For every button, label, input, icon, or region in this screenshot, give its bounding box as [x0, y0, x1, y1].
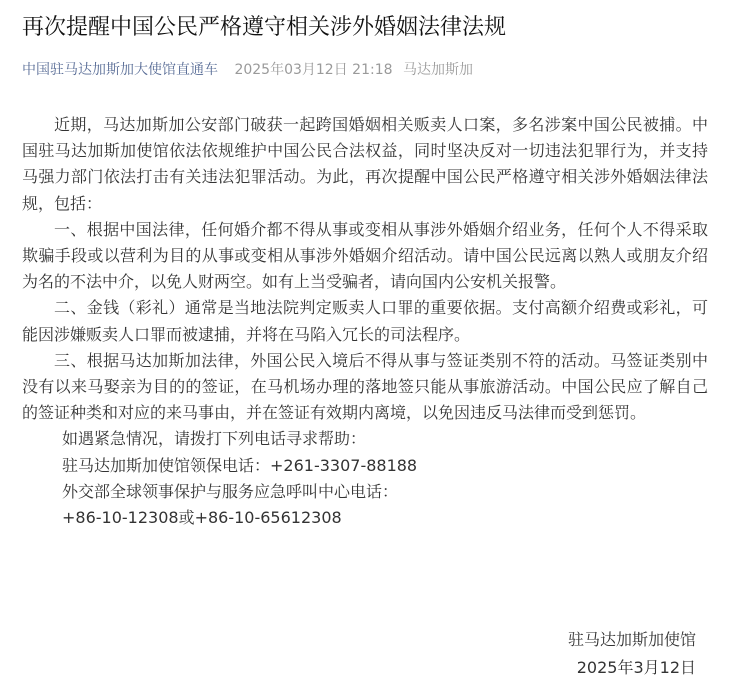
signature-date: 2025年3月12日 [576, 658, 696, 677]
hotline-label: 外交部全球领事保护与服务应急呼叫中心电话： [62, 481, 399, 501]
paragraph-point-2: 二、金钱（彩礼）通常是当地法院判定贩卖人口罪的重要依据。支付高额介绍费或彩礼，可能因涉嫌贩卖人口罪而被逮捕，并将在马陷入冗长的司法程序。 [22, 298, 708, 344]
paragraph-point-1: 一、根据中国法律，任何婚介都不得从事或变相从事涉外婚姻介绍业务，任何个人不得采取欺骗手段或以营利为目的从事或变相从事涉外婚姻介绍活动。请中国公民远离以熟人或朋友介绍为名的不法中介，以免人财两空。如有上当受骗者，请向国内公安机关报警。 [22, 219, 708, 292]
account-name-link[interactable]: 中国驻马达加斯加大使馆直通车 [22, 62, 218, 78]
embassy-phone-line: 驻马达加斯加使馆领保电话：+261-3307-88188 [62, 455, 418, 475]
publish-datetime: 2025年03月12日 21:18 [234, 62, 393, 78]
article-title: 再次提醒中国公民严格遵守相关涉外婚姻法律法规 [22, 15, 507, 40]
signature-block [568, 626, 696, 682]
contact-intro: 如遇紧急情况，请拨打下列电话寻求帮助： [62, 429, 367, 449]
hotline-numbers: +86-10-12308或+86-10-65612308 [62, 508, 342, 528]
paragraph-intro: 近期，马达加斯加公安部门破获一起跨国婚姻相关贩卖人口案，多名涉案中国公民被捕。中国驻马达加斯加使馆依法依规维护中国公民合法权益，同时坚决反对一切违法犯罪行为，并支持马强力部门依法打击有关违法犯罪活动。为此，再次提醒中国公民严格遵守相关涉外婚姻法律法规，包括： [22, 115, 708, 213]
signature-org: 驻马达加斯加使馆 [567, 630, 696, 649]
publish-region: 马达加斯加 [402, 62, 473, 78]
paragraph-point-3: 三、根据马达加斯加法律，外国公民入境后不得从事与签证类别不符的活动。马签证类别中没有以来马娶亲为目的的签证，在马机场办理的落地签只能从事旅游活动。中国公民应了解自己的签证种类和对应的来马事由，并在签证有效期内离境，以免因违反马法律而受到惩罚。 [22, 350, 708, 423]
article-meta [22, 60, 473, 80]
article-body [22, 112, 708, 531]
